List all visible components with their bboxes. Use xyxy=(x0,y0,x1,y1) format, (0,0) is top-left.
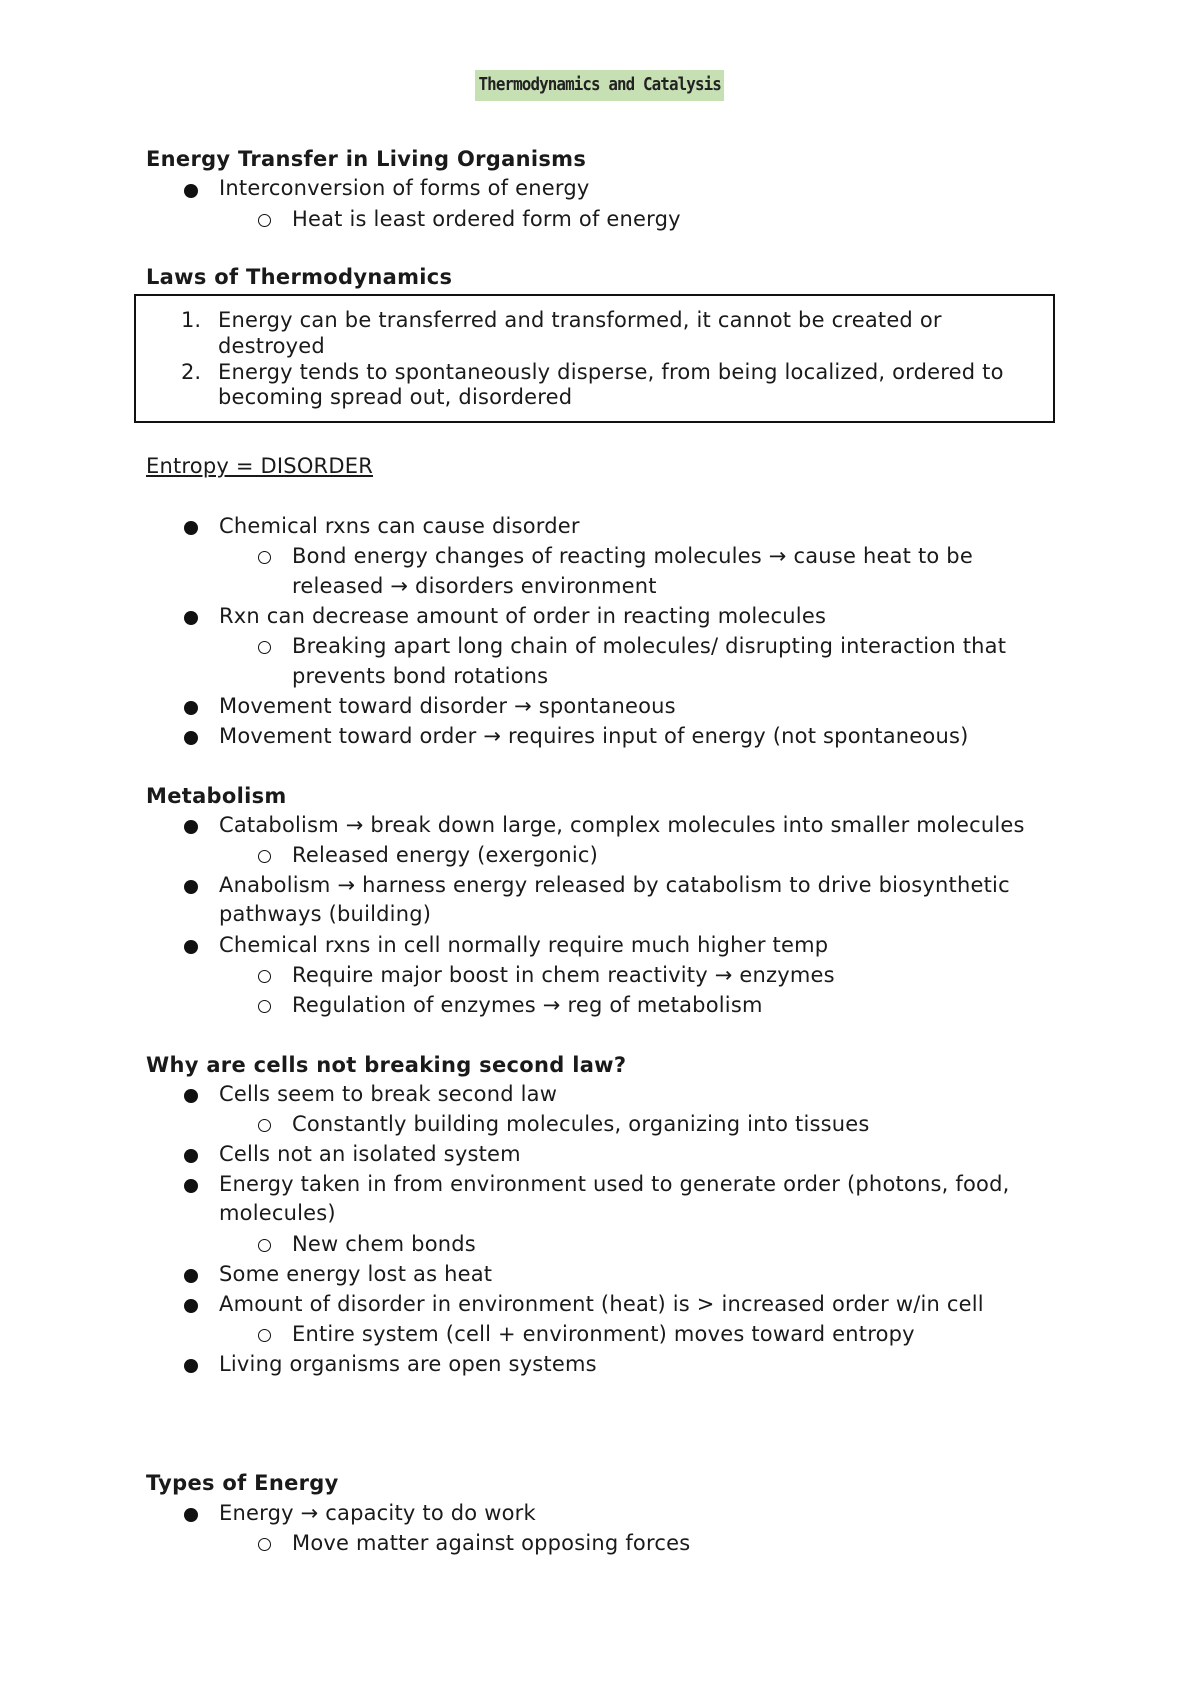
list-item: Cells not an isolated system xyxy=(219,1142,521,1166)
bullet-icon xyxy=(184,940,198,954)
list-item-continued: pathways (building) xyxy=(219,902,432,926)
document-title: Thermodynamics and Catalysis xyxy=(475,70,724,101)
sub-bullet-icon xyxy=(258,1119,271,1132)
list-item: Entire system (cell + environment) moves toward entropy xyxy=(292,1322,915,1346)
list-item: Amount of disorder in environment (heat) is > increased order w/in cell xyxy=(219,1292,984,1316)
heading-entropy: Entropy = DISORDER xyxy=(146,454,373,478)
list-item: Movement toward disorder → spontaneous xyxy=(219,694,676,718)
heading-second-law: Why are cells not breaking second law? xyxy=(146,1053,627,1077)
list-item: Living organisms are open systems xyxy=(219,1352,597,1376)
list-item: Regulation of enzymes → reg of metabolism xyxy=(292,993,763,1017)
list-item: Released energy (exergonic) xyxy=(292,843,599,867)
list-item: New chem bonds xyxy=(292,1232,476,1256)
bullet-icon xyxy=(184,1269,198,1283)
bullet-icon xyxy=(184,820,198,834)
list-item: Energy taken in from environment used to generate order (photons, food, xyxy=(219,1172,1010,1196)
list-item-continued: destroyed xyxy=(218,334,325,358)
bullet-icon xyxy=(184,521,198,535)
sub-bullet-icon xyxy=(258,970,271,983)
list-item: Move matter against opposing forces xyxy=(292,1531,691,1555)
list-item: Bond energy changes of reacting molecules → cause heat to be xyxy=(292,544,973,568)
list-item: Energy → capacity to do work xyxy=(219,1501,536,1525)
bullet-icon xyxy=(184,1508,198,1522)
list-item: Chemical rxns in cell normally require much higher temp xyxy=(219,933,829,957)
bullet-icon xyxy=(184,1299,198,1313)
list-item: Heat is least ordered form of energy xyxy=(292,207,681,231)
sub-bullet-icon xyxy=(258,1329,271,1342)
list-item: Constantly building molecules, organizing into tissues xyxy=(292,1112,870,1136)
list-item: Cells seem to break second law xyxy=(219,1082,558,1106)
list-item: Energy tends to spontaneously disperse, from being localized, ordered to xyxy=(218,360,1004,384)
sub-bullet-icon xyxy=(258,551,271,564)
sub-bullet-icon xyxy=(258,1538,271,1551)
bullet-icon xyxy=(184,1359,198,1373)
title-container xyxy=(0,70,1200,101)
list-number: 1. xyxy=(181,308,202,332)
sub-bullet-icon xyxy=(258,641,271,654)
bullet-icon xyxy=(184,184,198,198)
bullet-icon xyxy=(184,1179,198,1193)
list-item: Breaking apart long chain of molecules/ disrupting interaction that xyxy=(292,634,1007,658)
list-item: Movement toward order → requires input of energy (not spontaneous) xyxy=(219,724,969,748)
list-item-continued: molecules) xyxy=(219,1201,336,1225)
list-item: Some energy lost as heat xyxy=(219,1262,493,1286)
bullet-icon xyxy=(184,1149,198,1163)
list-item: Catabolism → break down large, complex molecules into smaller molecules xyxy=(219,813,1025,837)
list-item: Chemical rxns can cause disorder xyxy=(219,514,580,538)
heading-metabolism: Metabolism xyxy=(146,784,287,808)
list-item: Energy can be transferred and transformed, it cannot be created or xyxy=(218,308,942,332)
heading-energy-transfer: Energy Transfer in Living Organisms xyxy=(146,147,587,171)
list-item-continued: prevents bond rotations xyxy=(292,664,549,688)
heading-laws: Laws of Thermodynamics xyxy=(146,265,453,289)
bullet-icon xyxy=(184,731,198,745)
bullet-icon xyxy=(184,611,198,625)
sub-bullet-icon xyxy=(258,214,271,227)
list-item: Anabolism → harness energy released by catabolism to drive biosynthetic xyxy=(219,873,1010,897)
list-item: Rxn can decrease amount of order in reacting molecules xyxy=(219,604,827,628)
list-item-continued: released → disorders environment xyxy=(292,574,657,598)
bullet-icon xyxy=(184,880,198,894)
list-item-continued: becoming spread out, disordered xyxy=(218,385,573,409)
list-number: 2. xyxy=(181,360,202,384)
list-item: Interconversion of forms of energy xyxy=(219,176,590,200)
heading-types-of-energy: Types of Energy xyxy=(146,1471,339,1495)
list-item: Require major boost in chem reactivity → enzymes xyxy=(292,963,835,987)
sub-bullet-icon xyxy=(258,850,271,863)
sub-bullet-icon xyxy=(258,1000,271,1013)
sub-bullet-icon xyxy=(258,1239,271,1252)
bullet-icon xyxy=(184,1089,198,1103)
bullet-icon xyxy=(184,701,198,715)
